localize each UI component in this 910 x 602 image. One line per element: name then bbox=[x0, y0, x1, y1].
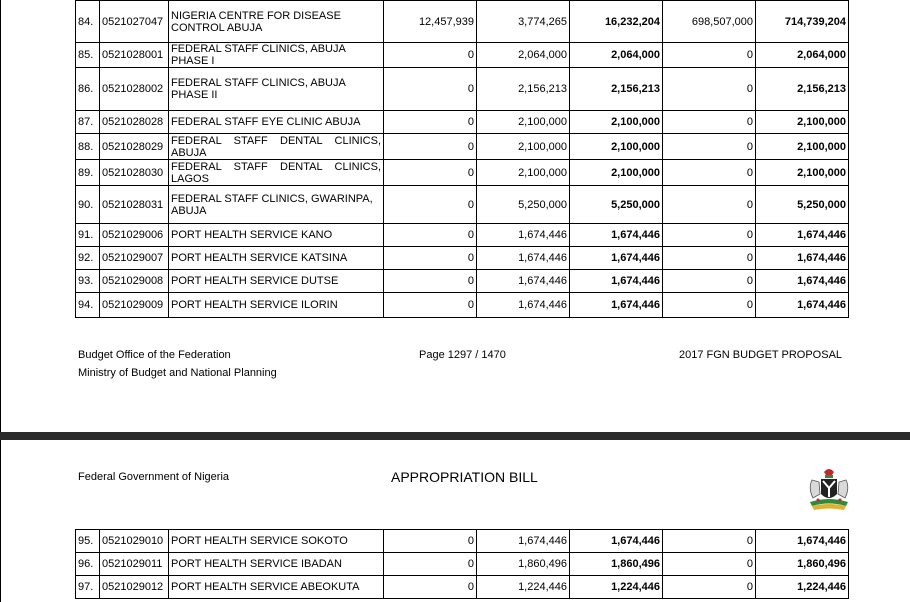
row-value-2: 1,860,496 bbox=[477, 553, 570, 576]
row-value-3: 1,860,496 bbox=[570, 553, 663, 576]
row-value-3: 2,100,000 bbox=[570, 111, 663, 134]
row-value-4: 0 bbox=[663, 576, 756, 599]
row-value-3: 2,156,213 bbox=[570, 68, 663, 111]
table-row bbox=[76, 553, 849, 576]
row-value-2: 2,100,000 bbox=[477, 111, 570, 134]
row-value-1: 0 bbox=[384, 553, 477, 576]
row-value-2: 5,250,000 bbox=[477, 186, 570, 224]
row-value-4: 0 bbox=[663, 43, 756, 68]
table-row bbox=[76, 43, 849, 68]
footer-left bbox=[78, 346, 277, 382]
row-number: 94. bbox=[76, 293, 100, 318]
row-value-1: 0 bbox=[384, 186, 477, 224]
row-number: 97. bbox=[76, 576, 100, 599]
row-value-2: 2,156,213 bbox=[477, 68, 570, 111]
row-value-1: 0 bbox=[384, 576, 477, 599]
row-value-2: 1,674,446 bbox=[477, 224, 570, 247]
row-code: 0521029007 bbox=[100, 247, 169, 270]
row-name: FEDERAL STAFF EYE CLINIC ABUJA bbox=[169, 111, 384, 134]
row-value-4: 0 bbox=[663, 111, 756, 134]
row-number: 87. bbox=[76, 111, 100, 134]
row-value-5: 1,674,446 bbox=[756, 293, 849, 318]
row-value-5: 1,224,446 bbox=[756, 576, 849, 599]
row-value-5: 1,674,446 bbox=[756, 530, 849, 553]
row-value-5: 2,100,000 bbox=[756, 134, 849, 160]
table-row bbox=[76, 530, 849, 553]
row-value-1: 12,457,939 bbox=[384, 1, 477, 43]
row-value-3: 1,674,446 bbox=[570, 247, 663, 270]
row-value-2: 1,674,446 bbox=[477, 293, 570, 318]
budget-table-body bbox=[76, 1, 849, 318]
row-value-3: 2,100,000 bbox=[570, 160, 663, 186]
row-value-2: 1,674,446 bbox=[477, 247, 570, 270]
row-value-1: 0 bbox=[384, 293, 477, 318]
row-value-3: 1,674,446 bbox=[570, 270, 663, 293]
row-value-3: 16,232,204 bbox=[570, 1, 663, 43]
table-row bbox=[76, 1, 849, 43]
row-value-2: 2,100,000 bbox=[477, 134, 570, 160]
row-code: 0521029009 bbox=[100, 293, 169, 318]
row-number: 89. bbox=[76, 160, 100, 186]
row-code: 0521028029 bbox=[100, 134, 169, 160]
footer-page-number: Page 1297 / 1470 bbox=[419, 349, 506, 361]
footer-proposal: 2017 FGN BUDGET PROPOSAL bbox=[679, 349, 843, 361]
footer-office: Budget Office of the Federation bbox=[78, 349, 231, 361]
row-name: PORT HEALTH SERVICE KANO bbox=[169, 224, 384, 247]
row-value-5: 714,739,204 bbox=[756, 1, 849, 43]
row-value-4: 0 bbox=[663, 553, 756, 576]
table-row bbox=[76, 224, 849, 247]
row-value-4: 0 bbox=[663, 186, 756, 224]
row-name: PORT HEALTH SERVICE ABEOKUTA bbox=[169, 576, 384, 599]
row-code: 0521029011 bbox=[100, 553, 169, 576]
footer-ministry: Ministry of Budget and National Planning bbox=[78, 367, 277, 379]
row-value-1: 0 bbox=[384, 530, 477, 553]
row-value-1: 0 bbox=[384, 247, 477, 270]
coat-of-arms-icon bbox=[804, 466, 854, 512]
row-number: 91. bbox=[76, 224, 100, 247]
row-value-2: 1,674,446 bbox=[477, 530, 570, 553]
row-value-2: 1,224,446 bbox=[477, 576, 570, 599]
row-value-4: 0 bbox=[663, 247, 756, 270]
row-value-1: 0 bbox=[384, 111, 477, 134]
row-name: FEDERAL STAFF CLINICS, ABUJA PHASE II bbox=[169, 68, 384, 111]
row-code: 0521029010 bbox=[100, 530, 169, 553]
row-code: 0521027047 bbox=[100, 1, 169, 43]
header-government: Federal Government of Nigeria bbox=[78, 471, 230, 483]
row-value-3: 2,064,000 bbox=[570, 43, 663, 68]
row-name: FEDERAL STAFF CLINICS, GWARINPA, ABUJA bbox=[169, 186, 384, 224]
row-number: 85. bbox=[76, 43, 100, 68]
row-value-4: 0 bbox=[663, 224, 756, 247]
row-value-1: 0 bbox=[384, 43, 477, 68]
budget-table-top bbox=[75, 0, 849, 318]
row-value-4: 0 bbox=[663, 530, 756, 553]
row-number: 96. bbox=[76, 553, 100, 576]
table-row bbox=[76, 111, 849, 134]
row-name: PORT HEALTH SERVICE ILORIN bbox=[169, 293, 384, 318]
row-value-1: 0 bbox=[384, 68, 477, 111]
row-value-5: 1,860,496 bbox=[756, 553, 849, 576]
row-value-3: 1,674,446 bbox=[570, 293, 663, 318]
row-code: 0521029006 bbox=[100, 224, 169, 247]
row-value-3: 1,224,446 bbox=[570, 576, 663, 599]
row-code: 0521029008 bbox=[100, 270, 169, 293]
row-value-2: 2,100,000 bbox=[477, 160, 570, 186]
row-name: FEDERAL STAFF DENTAL CLINICS, LAGOS bbox=[169, 160, 384, 186]
row-name: PORT HEALTH SERVICE KATSINA bbox=[169, 247, 384, 270]
table-row bbox=[76, 68, 849, 111]
row-value-1: 0 bbox=[384, 270, 477, 293]
row-number: 95. bbox=[76, 530, 100, 553]
row-number: 92. bbox=[76, 247, 100, 270]
row-name: FEDERAL STAFF DENTAL CLINICS, ABUJA bbox=[169, 134, 384, 160]
row-value-2: 3,774,265 bbox=[477, 1, 570, 43]
row-number: 88. bbox=[76, 134, 100, 160]
row-number: 86. bbox=[76, 68, 100, 111]
table-row bbox=[76, 186, 849, 224]
row-value-3: 1,674,446 bbox=[570, 530, 663, 553]
row-value-2: 2,064,000 bbox=[477, 43, 570, 68]
row-value-5: 2,100,000 bbox=[756, 111, 849, 134]
row-number: 84. bbox=[76, 1, 100, 43]
row-value-2: 1,674,446 bbox=[477, 270, 570, 293]
row-value-5: 2,100,000 bbox=[756, 160, 849, 186]
row-value-4: 0 bbox=[663, 134, 756, 160]
table-row bbox=[76, 576, 849, 599]
row-value-1: 0 bbox=[384, 160, 477, 186]
row-value-5: 1,674,446 bbox=[756, 270, 849, 293]
row-value-5: 1,674,446 bbox=[756, 224, 849, 247]
row-value-4: 0 bbox=[663, 160, 756, 186]
table-row bbox=[76, 293, 849, 318]
table-row bbox=[76, 134, 849, 160]
row-value-4: 698,507,000 bbox=[663, 1, 756, 43]
row-name: PORT HEALTH SERVICE SOKOTO bbox=[169, 530, 384, 553]
page-separator bbox=[0, 432, 910, 440]
row-value-3: 1,674,446 bbox=[570, 224, 663, 247]
row-value-5: 2,064,000 bbox=[756, 43, 849, 68]
row-value-4: 0 bbox=[663, 270, 756, 293]
row-code: 0521028002 bbox=[100, 68, 169, 111]
row-name: FEDERAL STAFF CLINICS, ABUJA PHASE I bbox=[169, 43, 384, 68]
row-value-5: 1,674,446 bbox=[756, 247, 849, 270]
header-title: APPROPRIATION BILL bbox=[391, 469, 538, 485]
row-code: 0521028028 bbox=[100, 111, 169, 134]
row-value-3: 5,250,000 bbox=[570, 186, 663, 224]
row-value-1: 0 bbox=[384, 224, 477, 247]
row-value-5: 2,156,213 bbox=[756, 68, 849, 111]
row-code: 0521029012 bbox=[100, 576, 169, 599]
row-value-3: 2,100,000 bbox=[570, 134, 663, 160]
row-code: 0521028001 bbox=[100, 43, 169, 68]
table-row bbox=[76, 160, 849, 186]
document-page-1298 bbox=[0, 440, 910, 602]
row-value-5: 5,250,000 bbox=[756, 186, 849, 224]
row-value-4: 0 bbox=[663, 68, 756, 111]
row-code: 0521028031 bbox=[100, 186, 169, 224]
row-value-4: 0 bbox=[663, 293, 756, 318]
table-row bbox=[76, 270, 849, 293]
row-name: NIGERIA CENTRE FOR DISEASE CONTROL ABUJA bbox=[169, 1, 384, 43]
table-row bbox=[76, 247, 849, 270]
row-name: PORT HEALTH SERVICE IBADAN bbox=[169, 553, 384, 576]
budget-table-bottom bbox=[75, 529, 849, 599]
row-value-1: 0 bbox=[384, 134, 477, 160]
row-number: 90. bbox=[76, 186, 100, 224]
row-code: 0521028030 bbox=[100, 160, 169, 186]
row-name: PORT HEALTH SERVICE DUTSE bbox=[169, 270, 384, 293]
budget-table-body bbox=[76, 530, 849, 599]
row-number: 93. bbox=[76, 270, 100, 293]
